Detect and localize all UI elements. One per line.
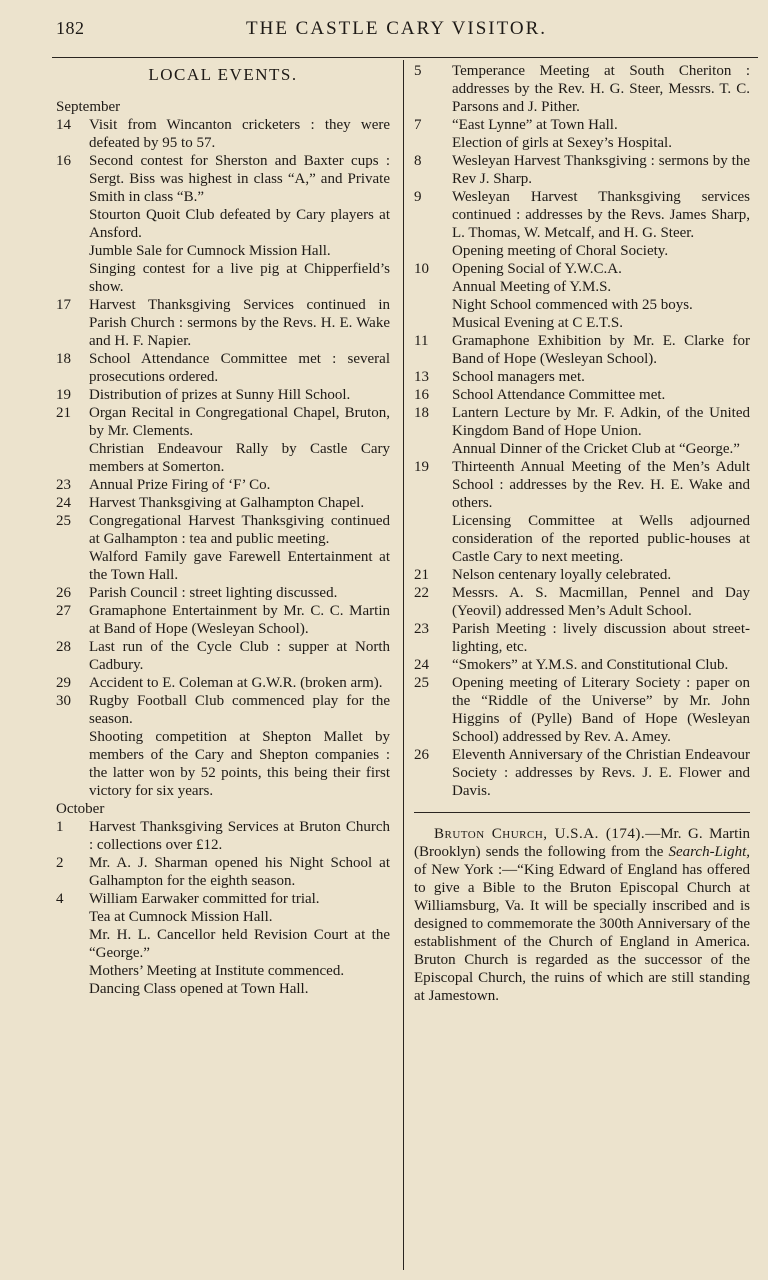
event-day: 30: [56, 693, 71, 709]
event-entry: [414, 620, 750, 656]
event-text: Christian Endeavour Rally by Castle Cary members at Somerton.: [89, 441, 390, 475]
event-entry: [414, 62, 750, 116]
event-text: Mr. H. L. Cancellor held Revision Court at the “George.”: [89, 927, 390, 961]
event-day: 28: [56, 639, 71, 655]
event-entry: [56, 350, 390, 386]
event-text: Wesleyan Harvest Thanksgiving : sermons by the Rev J. Sharp.: [452, 153, 750, 187]
event-day: 25: [414, 675, 429, 691]
event-entry: [56, 512, 390, 584]
event-entry: [414, 674, 750, 746]
event-day: 18: [414, 405, 429, 421]
event-day: 26: [414, 747, 429, 763]
event-text: Rugby Football Club commenced play for the season.: [89, 693, 390, 727]
event-entry: [414, 458, 750, 566]
article-text-before: —Mr. G. Martin (Brooklyn) sends the following from the: [414, 826, 751, 860]
event-day: 5: [414, 63, 422, 79]
event-day: 13: [414, 369, 429, 385]
event-text: Opening meeting of Literary Society : paper on the “Riddle of the Universe” by Mr. John Higgins of (Pylle) Band of Hope (Wesleyan School) addressed by Rev. A. Amey.: [452, 675, 750, 745]
event-text: “East Lynne” at Town Hall.: [452, 117, 618, 133]
event-day: 21: [56, 405, 71, 421]
event-entry: [414, 404, 750, 458]
event-day: 24: [414, 657, 429, 673]
event-entry: [56, 476, 390, 494]
event-text: Night School commenced with 25 boys.: [452, 297, 693, 313]
event-text: Gramaphone Entertainment by Mr. C. C. Martin at Band of Hope (Wesleyan School).: [89, 603, 390, 637]
event-entry: [56, 404, 390, 476]
event-text: Parish Meeting : lively discussion about street-lighting, etc.: [452, 621, 750, 655]
event-day: 9: [414, 189, 422, 205]
september-events: [56, 116, 390, 800]
event-entry: [56, 152, 390, 296]
event-text: Thirteenth Annual Meeting of the Men’s Adult School : addresses by the Rev. H. E. Wake and others.: [452, 459, 750, 511]
event-text: Congregational Harvest Thanksgiving continued at Galhampton : tea and public meeting.: [89, 513, 390, 547]
event-text: Distribution of prizes at Sunny Hill School.: [89, 387, 351, 403]
event-text: William Earwaker committed for trial.: [89, 891, 320, 907]
event-day: 25: [56, 513, 71, 529]
column-rule: [403, 60, 404, 1270]
event-day: 2: [56, 855, 64, 871]
event-day: 23: [56, 477, 71, 493]
article-text-after: of New York :—“King Edward of England has offered to give a Bible to the Bruton Episcopal Church at Williamsburg, Va. It will be specially inscribed and is designed to commemorate the 300th Anniversary of the establishment of the Church of England in America. Bruton Church is regarded as the successor of the Episcopal Church, the ruins of which are still standing at Jamestown.: [414, 862, 750, 1004]
event-text: “Smokers” at Y.M.S. and Constitutional Club.: [452, 657, 729, 673]
event-day: 22: [414, 585, 429, 601]
event-text: Singing contest for a live pig at Chipperfield’s show.: [89, 261, 390, 295]
article-rule: [414, 812, 750, 813]
event-day: 17: [56, 297, 71, 313]
event-text: Organ Recital in Congregational Chapel, Bruton, by Mr. Clements.: [89, 405, 390, 439]
event-text: Stourton Quoit Club defeated by Cary players at Ansford.: [89, 207, 390, 241]
event-text: Dancing Class opened at Town Hall.: [89, 981, 309, 997]
event-text: Lantern Lecture by Mr. F. Adkin, of the United Kingdom Band of Hope Union.: [452, 405, 750, 439]
event-text: Temperance Meeting at South Cheriton : addresses by the Rev. H. G. Steer, Messrs. T. C. Parsons and J. Pither.: [452, 63, 750, 115]
event-text: Nelson centenary loyally celebrated.: [452, 567, 672, 583]
event-entry: [414, 368, 750, 386]
event-text: School Attendance Committee met.: [452, 387, 666, 403]
event-text: Opening meeting of Choral Society.: [452, 243, 669, 259]
event-day: 18: [56, 351, 71, 367]
event-entry: [414, 188, 750, 260]
event-day: 19: [56, 387, 71, 403]
event-text: Accident to E. Coleman at G.W.R. (broken arm).: [89, 675, 383, 691]
event-day: 16: [56, 153, 71, 169]
event-text: Eleventh Anniversary of the Christian Endeavour Society : addresses by Revs. J. E. Flower and Davis.: [452, 747, 750, 799]
event-text: Harvest Thanksgiving at Galhampton Chapel.: [89, 495, 365, 511]
event-text: School managers met.: [452, 369, 585, 385]
event-text: Annual Prize Firing of ‘F’ Co.: [89, 477, 271, 493]
october-events-left: [56, 818, 390, 998]
page-number: 182: [56, 18, 85, 38]
event-entry: [56, 116, 390, 152]
bruton-church-article: [414, 825, 750, 1005]
event-text: Mothers’ Meeting at Institute commenced.: [89, 963, 345, 979]
page-header: [0, 12, 768, 48]
event-entry: [56, 638, 390, 674]
event-text: Walford Family gave Farewell Entertainment at the Town Hall.: [89, 549, 390, 583]
october-events-right: [414, 62, 750, 800]
event-entry: [56, 692, 390, 800]
event-entry: [414, 116, 750, 152]
event-day: 24: [56, 495, 71, 511]
event-day: 21: [414, 567, 429, 583]
event-text: Musical Evening at C E.T.S.: [452, 315, 623, 331]
event-entry: [414, 566, 750, 584]
event-text: Last run of the Cycle Club : supper at North Cadbury.: [89, 639, 390, 673]
event-entry: [414, 260, 750, 332]
event-day: 19: [414, 459, 429, 475]
event-day: 16: [414, 387, 429, 403]
event-text: Tea at Cumnock Mission Hall.: [89, 909, 273, 925]
event-entry: [56, 818, 390, 854]
month-heading-october: October: [56, 801, 105, 817]
event-text: Annual Meeting of Y.M.S.: [452, 279, 612, 295]
event-text: Election of girls at Sexey’s Hospital.: [452, 135, 672, 151]
event-entry: [414, 386, 750, 404]
event-entry: [414, 656, 750, 674]
article-heading: Bruton Church, U.S.A. (174).: [434, 826, 646, 842]
event-entry: [414, 152, 750, 188]
event-text: Opening Social of Y.W.C.A.: [452, 261, 622, 277]
event-entry: [56, 584, 390, 602]
event-text: Harvest Thanksgiving Services continued in Parish Church : sermons by the Revs. H. E. Wake and H. F. Napier.: [89, 297, 390, 349]
event-day: 27: [56, 603, 71, 619]
event-day: 8: [414, 153, 422, 169]
event-day: 23: [414, 621, 429, 637]
event-text: Wesleyan Harvest Thanksgiving services continued : addresses by the Revs. James Sharp, L. Thomas, W. Metcalf, and H. G. Steer.: [452, 189, 750, 241]
event-day: 4: [56, 891, 64, 907]
event-entry: [56, 890, 390, 998]
event-day: 1: [56, 819, 64, 835]
event-day: 29: [56, 675, 71, 691]
event-day: 10: [414, 261, 429, 277]
event-text: Shooting competition at Shepton Mallet by members of the Cary and Shepton companies : the latter won by 52 points, this being their first victory for six years.: [89, 729, 390, 799]
event-text: Visit from Wincanton cricketers : they were defeated by 95 to 57.: [89, 117, 390, 151]
event-entry: [56, 854, 390, 890]
right-column: [414, 62, 750, 1005]
event-text: Second contest for Sherston and Baxter cups : Sergt. Biss was highest in class “A,” and Private Smith in class “B.”: [89, 153, 390, 205]
event-text: School Attendance Committee met : several prosecutions ordered.: [89, 351, 390, 385]
event-entry: [56, 602, 390, 638]
event-text: Mr. A. J. Sharman opened his Night School at Galhampton for the eighth season.: [89, 855, 390, 889]
event-entry: [56, 674, 390, 692]
event-day: 11: [414, 333, 429, 349]
left-column: [56, 62, 390, 998]
event-entry: [414, 332, 750, 368]
event-text: Parish Council : street lighting discussed.: [89, 585, 338, 601]
event-entry: [56, 386, 390, 404]
event-day: 7: [414, 117, 422, 133]
header-rule: [52, 57, 758, 58]
event-text: Licensing Committee at Wells adjourned consideration of the reported public-houses at Castle Cary to next meeting.: [452, 513, 750, 565]
article-source: Search-Light,: [668, 844, 750, 860]
event-text: Jumble Sale for Cumnock Mission Hall.: [89, 243, 331, 259]
event-text: Annual Dinner of the Cricket Club at “George.”: [452, 441, 740, 457]
journal-title: THE CASTLE CARY VISITOR.: [246, 18, 548, 39]
event-day: 14: [56, 117, 71, 133]
event-text: Harvest Thanksgiving Services at Bruton Church : collections over £12.: [89, 819, 390, 853]
event-entry: [56, 494, 390, 512]
event-text: Gramaphone Exhibition by Mr. E. Clarke for Band of Hope (Wesleyan School).: [452, 333, 750, 367]
event-entry: [414, 584, 750, 620]
event-text: Messrs. A. S. Macmillan, Pennel and Day (Yeovil) addressed Men’s Adult School.: [452, 585, 750, 619]
event-entry: [56, 296, 390, 350]
event-entry: [414, 746, 750, 800]
event-day: 26: [56, 585, 71, 601]
section-title: LOCAL EVENTS.: [148, 65, 298, 84]
month-heading-september: September: [56, 99, 121, 115]
